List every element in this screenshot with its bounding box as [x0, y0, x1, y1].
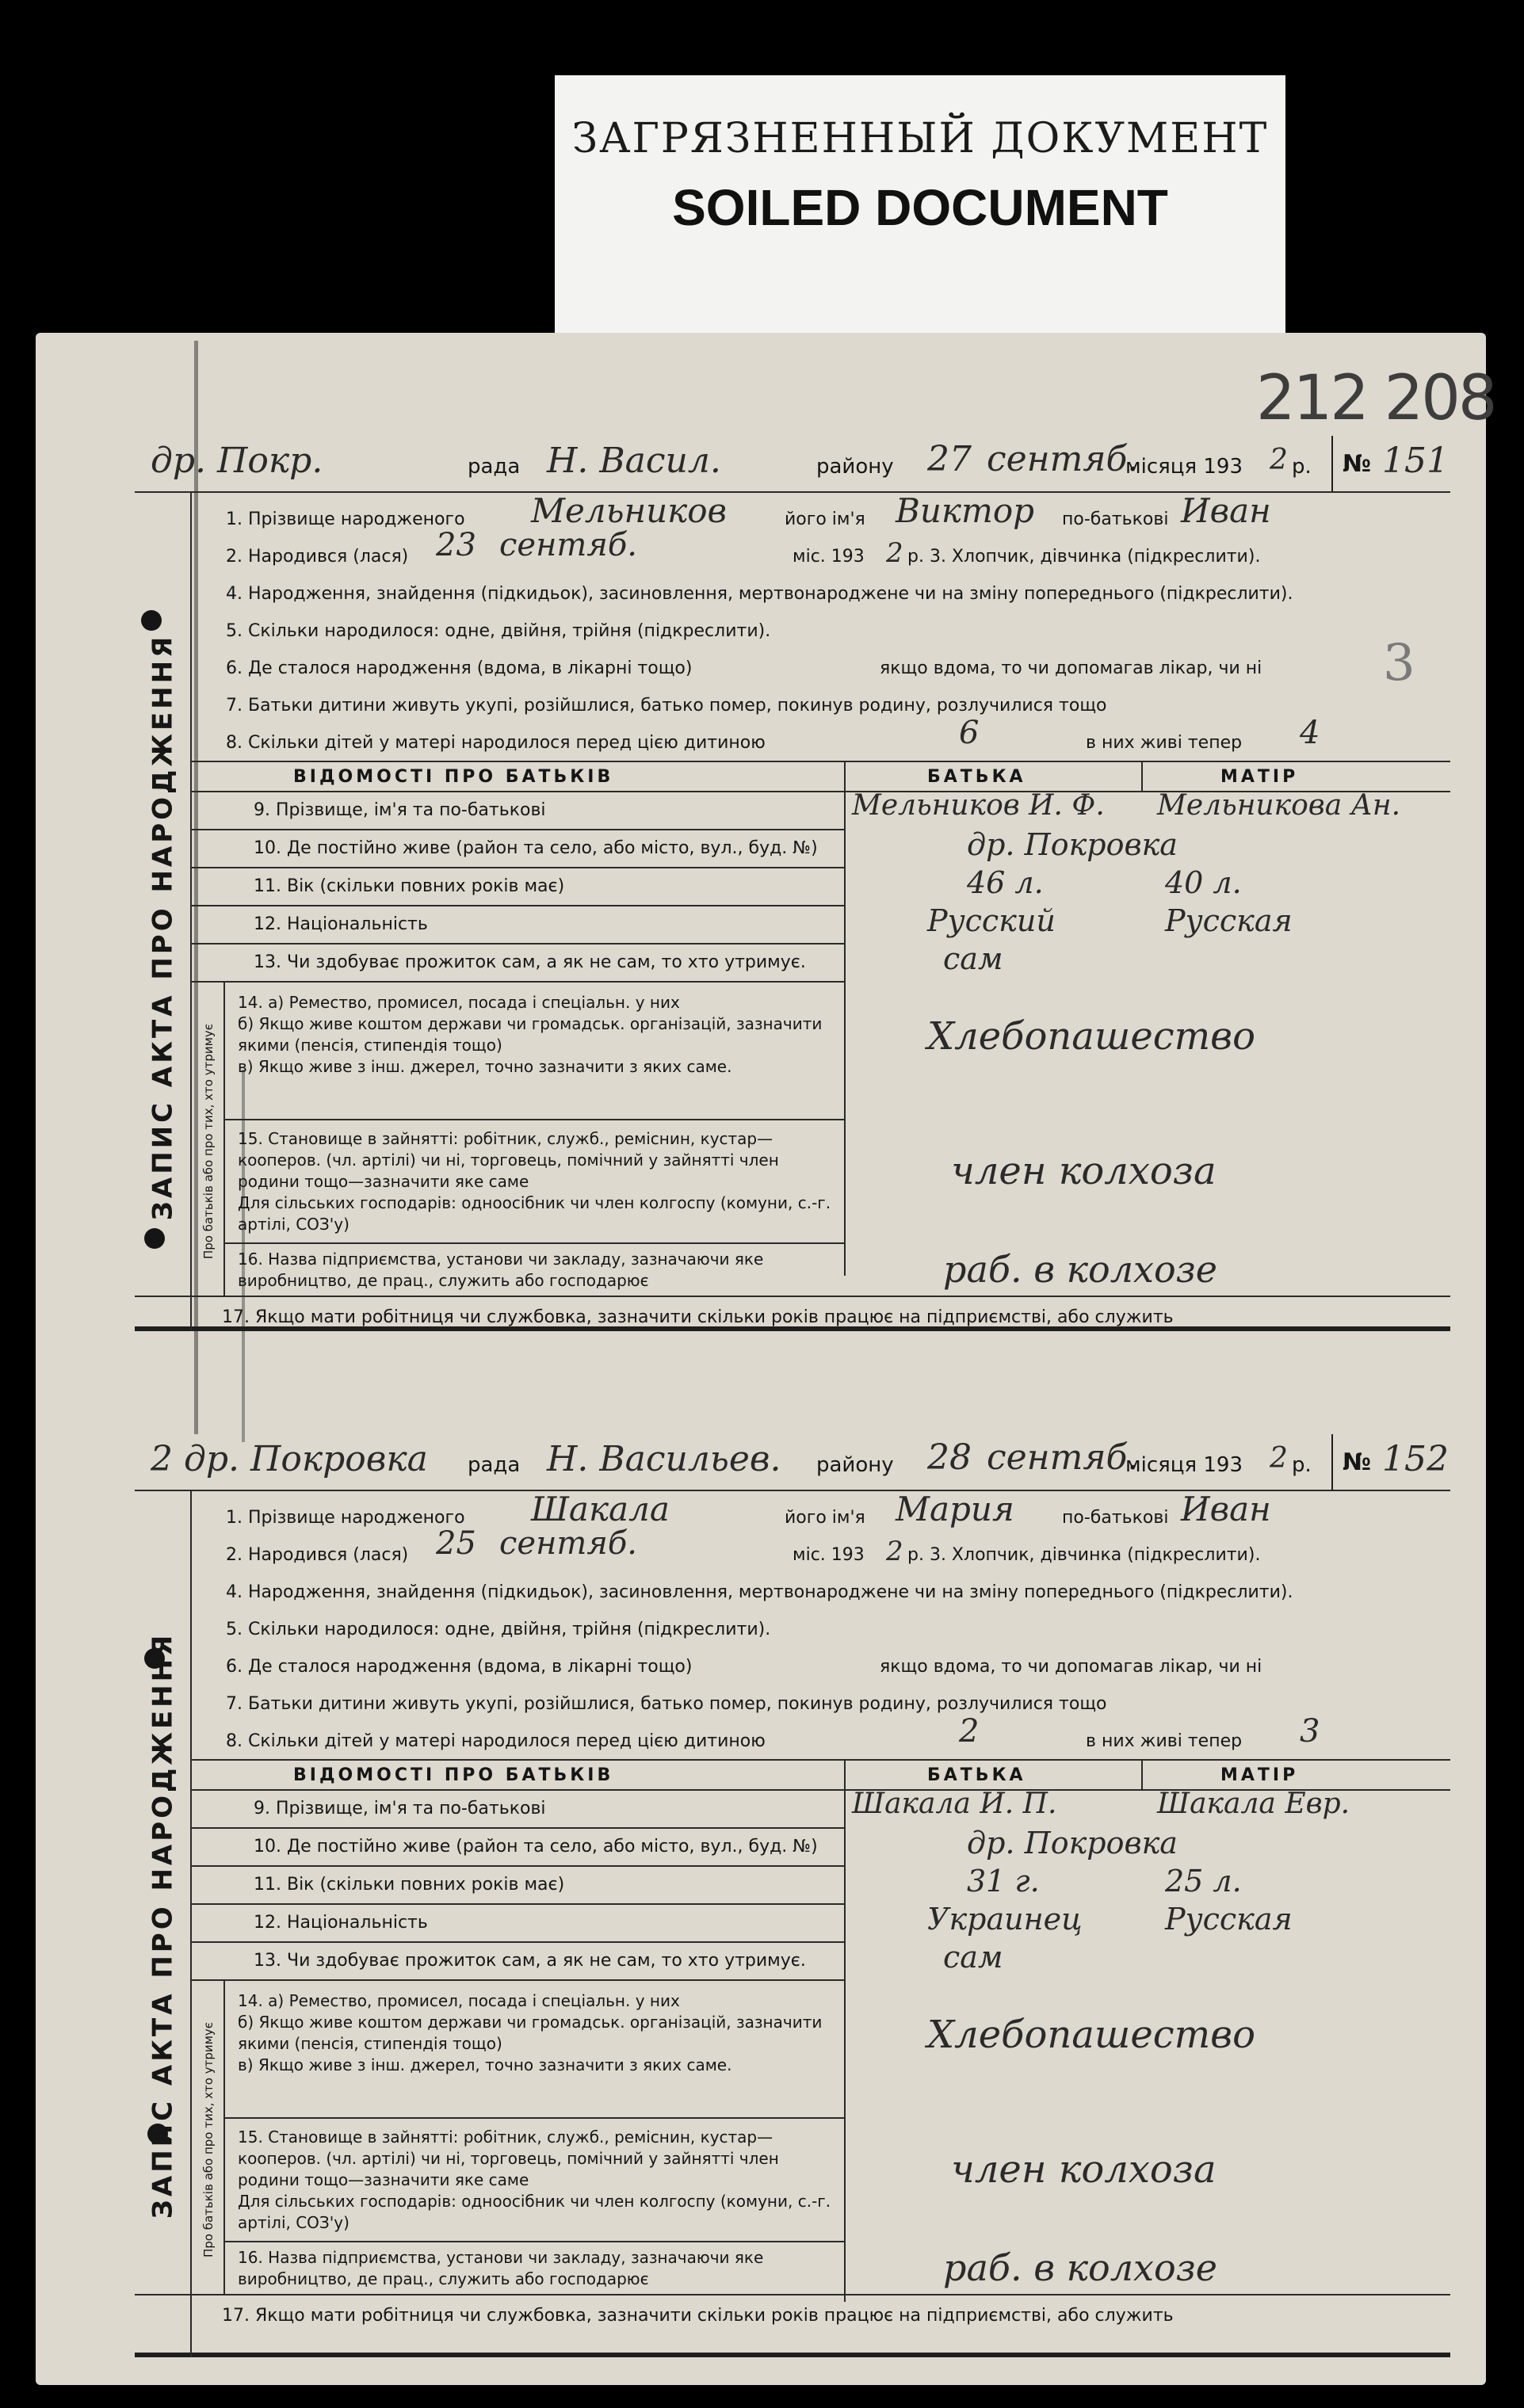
- father-name-value: Шакала И. П.: [852, 1788, 1057, 1820]
- divider: [844, 761, 846, 1276]
- row-14: [238, 1990, 832, 2076]
- divider: [190, 867, 844, 868]
- father-column-header: БАТЬКА: [927, 1765, 1026, 1785]
- divider: [190, 1979, 844, 1981]
- row-16: [238, 2247, 832, 2290]
- divider: [190, 905, 844, 906]
- patronymic-value: Иван: [1181, 491, 1271, 530]
- line-2-label: 2. Народився (лася): [226, 547, 409, 567]
- divider: [190, 1903, 844, 1905]
- label-russian: ЗАГРЯЗНЕННЫЙ ДОКУМЕНТ: [571, 115, 1269, 162]
- day-value: 28: [927, 1437, 972, 1478]
- month-year-label: місяця 193: [1125, 455, 1243, 479]
- number-sign: №: [1343, 1448, 1372, 1476]
- children-alive-value: 4: [1300, 715, 1320, 751]
- month-value: сентяб.: [987, 1437, 1139, 1478]
- line-5: 5. Скільки народилося: одне, двійня, трійня (підкреслити).: [226, 621, 771, 641]
- mother-name-value: Мельникова Ан.: [1157, 789, 1401, 822]
- born-year-label: міс. 193: [793, 1545, 865, 1565]
- row-9-label: 9. Прізвище, ім'я та по-батькові: [254, 800, 546, 820]
- line-1-label: 1. Прізвище народженого: [226, 1508, 465, 1528]
- line-7: 7. Батьки дитини живуть укупі, розійшлися, батько помер, покинув родину, розлучилися тощо: [226, 696, 1107, 716]
- father-name-value: Мельников И. Ф.: [852, 789, 1105, 822]
- status-value: член колхоза: [951, 2147, 1217, 2192]
- born-year-digit: 2: [886, 537, 903, 569]
- divider: [190, 1759, 1450, 1761]
- father-nationality-value: Русский: [927, 903, 1056, 938]
- raion-label: району: [816, 1453, 894, 1477]
- sex-line: р. 3. Хлопчик, дівчинка (підкреслити).: [907, 1545, 1261, 1565]
- number-sign: №: [1343, 450, 1372, 478]
- raion-value: Н. Васил.: [547, 441, 721, 481]
- father-age-value: 31 г.: [967, 1864, 1040, 1899]
- row-10-label: 10. Де постійно живе (район та село, або місто, вул., буд. №): [254, 838, 818, 858]
- label-english: SOILED DOCUMENT: [672, 179, 1168, 236]
- name-value: Мария: [896, 1490, 1014, 1528]
- row-13-label: 13. Чи здобуває прожиток сам, а як не сам, то хто утримує.: [254, 952, 806, 972]
- name-label: його ім'я: [785, 1508, 865, 1528]
- surname-value: Шакала: [531, 1490, 670, 1528]
- name-value: Виктор: [896, 491, 1034, 530]
- row-15-label: 15. Становище в зайнятті: робітник, служб., реміснин, кустар—кооперов. (чл. артілі) чи ні, торговець, помічний у зайнятті член родини тощо—зазначити яке саме: [238, 2128, 779, 2189]
- row-11-label: 11. Вік (скільки повних років має): [254, 876, 565, 896]
- row-15: [238, 1128, 832, 1235]
- born-year-label: міс. 193: [793, 547, 865, 567]
- row-16: [238, 1249, 832, 1292]
- father-age-value: 46 л.: [967, 865, 1044, 900]
- side-mark: 3: [1383, 634, 1415, 693]
- row-15-label: 15. Становище в зайнятті: робітник, служб., реміснин, кустар—кооперов. (чл. артілі) чи ні, торговець, помічний у зайнятті член родини тощо—зазначити яке саме: [238, 1129, 779, 1191]
- row-14a-label: 14. а) Ремество, промисел, посада і спеціальн. у них: [238, 1991, 680, 2010]
- raion-label: району: [816, 455, 894, 479]
- line-6-doctor: якщо вдома, то чи допомагав лікар, чи ні: [880, 1657, 1262, 1677]
- sex-line: р. 3. Хлопчик, дівчинка (підкреслити).: [907, 547, 1261, 567]
- self-support-value: сам: [943, 941, 1003, 976]
- children-alive-label: в них живі тепер: [1086, 1731, 1243, 1751]
- patronymic-label: по-батькові: [1062, 1508, 1169, 1528]
- month-year-label: місяця 193: [1125, 1453, 1243, 1477]
- divider: [135, 2294, 1450, 2295]
- row-15b-label: Для сільських господарів: одноосібник чи член колгоспу (комуни, с.-г. артілі, СОЗ'у): [238, 2192, 831, 2232]
- born-year-digit: 2: [886, 1536, 903, 1567]
- rada-label: рада: [468, 1453, 521, 1477]
- line-5: 5. Скільки народилося: одне, двійня, трійня (підкреслити).: [226, 1620, 771, 1639]
- row-15b-label: Для сільських господарів: одноосібник чи член колгоспу (комуни, с.-г. артілі, СОЗ'у): [238, 1193, 831, 1234]
- parents-table-title: ВІДОМОСТІ ПРО БАТЬКІВ: [293, 767, 614, 787]
- parents-table-title: ВІДОМОСТІ ПРО БАТЬКІВ: [293, 1765, 614, 1785]
- surname-value: Мельников: [531, 491, 727, 530]
- page-number: 212 208: [1256, 363, 1495, 434]
- record-number: 151: [1382, 441, 1449, 481]
- children-alive-value: 3: [1300, 1713, 1320, 1750]
- divider: [844, 1759, 846, 2302]
- residence-value: др. Покровка: [967, 827, 1178, 862]
- line-4: 4. Народження, знайдення (підкидьок), засиновлення, мертвонароджене чи на зміну попереднього (підкреслити).: [226, 1582, 1293, 1602]
- row-17-label: 17. Якщо мати робітниця чи службовка, зазначити скільки років працює на підприємстві, або служить: [222, 1307, 1174, 1327]
- raion-value: Н. Васильев.: [547, 1439, 781, 1479]
- rada-label: рада: [468, 455, 521, 479]
- born-month-value: сентяб.: [499, 527, 637, 563]
- divider: [223, 2117, 844, 2119]
- divider: [190, 1827, 844, 1829]
- row-14: [238, 992, 832, 1078]
- row-11-label: 11. Вік (скільки повних років має): [254, 1875, 565, 1895]
- year-suffix: р.: [1292, 1453, 1312, 1477]
- row-17-label: 17. Якщо мати робітниця чи службовка, зазначити скільки років працює на підприємстві, або служить: [222, 2306, 1174, 2326]
- row-9-label: 9. Прізвище, ім'я та по-батькові: [254, 1799, 546, 1818]
- record-header: [135, 1434, 1450, 1490]
- line-8: 8. Скільки дітей у матері народилося перед цією дитиною: [226, 1731, 766, 1751]
- year-digit: 2: [1270, 1442, 1288, 1475]
- patronymic-label: по-батькові: [1062, 509, 1169, 529]
- self-support-value: сам: [943, 1940, 1003, 1975]
- divider: [190, 1941, 844, 1943]
- birth-record-151: [135, 436, 1450, 1331]
- record-number: 152: [1382, 1439, 1449, 1479]
- father-nationality-value: Украинец: [927, 1902, 1083, 1937]
- occupation-value: Хлебопашество: [927, 2013, 1255, 2057]
- line-4: 4. Народження, знайдення (підкидьок), засиновлення, мертвонароджене чи на зміну попереднього (підкреслити).: [226, 584, 1293, 604]
- status-value: член колхоза: [951, 1149, 1217, 1193]
- mother-nationality-value: Русская: [1165, 903, 1293, 938]
- born-month-value: сентяб.: [499, 1525, 637, 1562]
- soiled-document-label: [555, 75, 1285, 337]
- record-vertical-title: [139, 531, 186, 1323]
- mother-column-header: МАТІР: [1220, 1765, 1299, 1785]
- line-1-label: 1. Прізвище народженого: [226, 509, 465, 529]
- record-number-box: [1331, 436, 1452, 491]
- vertical-side-text: Про батьків або про тих, хто утримує: [201, 2021, 216, 2257]
- year-digit: 2: [1270, 444, 1288, 476]
- divider: [1141, 1759, 1143, 1789]
- divider: [190, 1865, 844, 1867]
- patronymic-value: Иван: [1181, 1490, 1271, 1528]
- mother-age-value: 25 л.: [1165, 1864, 1242, 1899]
- vertical-title-text: ЗАПИС АКТА ПРО НАРОДЖЕННЯ: [147, 1631, 179, 2219]
- year-suffix: р.: [1292, 455, 1312, 479]
- line-6: 6. Де сталося народження (вдома, в лікарні тощо): [226, 1657, 693, 1677]
- record-vertical-side: [192, 1989, 227, 2290]
- record-frame: [135, 2353, 1450, 2357]
- divider: [190, 761, 1450, 762]
- divider: [190, 943, 844, 945]
- divider: [190, 829, 844, 830]
- row-13-label: 13. Чи здобуває прожиток сам, а як не сам, то хто утримує.: [254, 1951, 806, 1971]
- residence-value: др. Покровка: [967, 1826, 1178, 1860]
- line-8: 8. Скільки дітей у матері народилося перед цією дитиною: [226, 733, 766, 753]
- month-value: сентяб.: [987, 439, 1139, 479]
- children-alive-label: в них живі тепер: [1086, 733, 1243, 753]
- row-14c-label: в) Якщо живе з інш. джерел, точно зазначити з яких саме.: [238, 1057, 732, 1076]
- record-vertical-side: [192, 990, 227, 1292]
- row-16-label: 16. Назва підприємства, установи чи закладу, зазначаючи яке виробництво, де прац., служить або господарює: [238, 1250, 764, 1290]
- mother-age-value: 40 л.: [1165, 865, 1242, 900]
- vertical-side-text: Про батьків або про тих, хто утримує: [201, 1023, 216, 1259]
- line-6: 6. Де сталося народження (вдома, в лікарні тощо): [226, 658, 693, 678]
- workplace-value: раб. в колхозе: [943, 2246, 1217, 2289]
- row-12-label: 12. Національність: [254, 1913, 428, 1933]
- mother-nationality-value: Русская: [1165, 1902, 1293, 1937]
- record-number-box: [1331, 1434, 1452, 1490]
- birth-record-152: [135, 1434, 1450, 2357]
- row-10-label: 10. Де постійно живе (район та село, або місто, вул., буд. №): [254, 1837, 818, 1857]
- selsovet-value: 2 др. Покровка: [151, 1439, 428, 1479]
- line-2-label: 2. Народився (лася): [226, 1545, 409, 1565]
- children-before-value: 6: [959, 715, 980, 751]
- born-day-value: 25: [436, 1525, 476, 1562]
- line-1: [226, 1508, 465, 1528]
- selsovet-value: др. Покр.: [151, 441, 323, 481]
- line-1: [226, 509, 465, 529]
- day-value: 27: [927, 439, 972, 479]
- row-12-label: 12. Національність: [254, 914, 428, 934]
- row-14b-label: б) Якщо живе коштом держави чи громадськ. організацій, зазначити якими (пенсія, стипендія тощо): [238, 2013, 823, 2053]
- row-15: [238, 2127, 832, 2234]
- record-vertical-title: [139, 1529, 186, 2322]
- name-label: його ім'я: [785, 509, 865, 529]
- divider: [223, 1119, 844, 1120]
- line-6-doctor: якщо вдома, то чи допомагав лікар, чи ні: [880, 658, 1262, 678]
- occupation-value: Хлебопашество: [927, 1014, 1255, 1059]
- row-14a-label: 14. а) Ремество, промисел, посада і спеціальн. у них: [238, 993, 680, 1012]
- row-14c-label: в) Якщо живе з інш. джерел, точно зазначити з яких саме.: [238, 2055, 732, 2074]
- row-16-label: 16. Назва підприємства, установи чи закладу, зазначаючи яке виробництво, де прац., служить або господарює: [238, 2248, 764, 2288]
- vertical-title-text: ЗАПИС АКТА ПРО НАРОДЖЕННЯ: [147, 633, 179, 1221]
- divider: [135, 1296, 1450, 1297]
- born-day-value: 23: [436, 527, 476, 563]
- row-14b-label: б) Якщо живе коштом держави чи громадськ. організацій, зазначити якими (пенсія, стипендія тощо): [238, 1014, 823, 1055]
- divider: [223, 2241, 844, 2242]
- mother-column-header: МАТІР: [1220, 767, 1299, 787]
- divider: [1141, 761, 1143, 791]
- father-column-header: БАТЬКА: [927, 767, 1026, 787]
- workplace-value: раб. в колхозе: [943, 1248, 1217, 1291]
- divider: [223, 1242, 844, 1244]
- line-7: 7. Батьки дитини живуть укупі, розійшлися, батько помер, покинув родину, розлучилися тощо: [226, 1694, 1107, 1714]
- divider: [190, 981, 844, 983]
- mother-name-value: Шакала Евр.: [1157, 1788, 1350, 1820]
- record-header: [135, 436, 1450, 491]
- children-before-value: 2: [959, 1713, 980, 1750]
